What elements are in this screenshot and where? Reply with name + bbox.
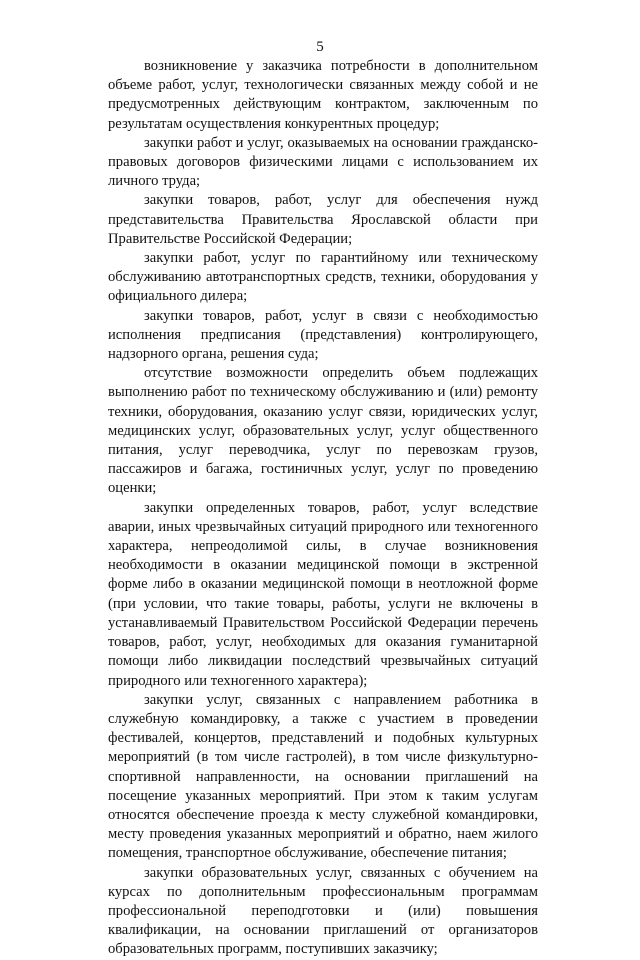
paragraph-representation: закупки товаров, работ, услуг для обеспечения нужд представительства Правительства Ярославской области при Правительстве Российской Федерации; [108, 192, 538, 247]
document-body [108, 57, 538, 960]
paragraph-business-trip: закупки услуг, связанных с направлением работника в служебную командировку, а также с участием в проведении фестивалей, концертов, представлений и подобных культурных мероприятий (в том числе гастролей), в том числе физкультурно-спортивной направленности, на основании приглашений на посещение указанных мероприятий. При этом к таким услугам относятся обеспечение проезда к месту служебной командировки, месту проведения указанных мероприятий и обратно, наем жилого помещения, транспортное обслуживание, обеспечение питания; [108, 691, 538, 862]
page-number: 5 [316, 39, 324, 55]
paragraph-prescription: закупки товаров, работ, услуг в связи с необходимостью исполнения предписания (представления) контролирующего, надзорного органа, решения суда; [108, 307, 538, 363]
paragraph-civil-contracts: закупки работ и услуг, оказываемых на основании гражданско-правовых договоров физическими лицами с использованием их личного труда; [108, 134, 538, 190]
paragraph-dealer-service: закупки работ, услуг по гарантийному или техническому обслуживанию автотранспортных средств, техники, оборудования у официального дилера; [108, 250, 538, 305]
paragraph-emergency: закупки определенных товаров, работ, услуг вследствие аварии, иных чрезвычайных ситуаций природного или техногенного характера, непреодолимой силы, в случае возникновения необходимости в оказании медицинской помощи в экстренной форме либо в оказании медицинской помощи в неотложной форме (при условии, что такие товары, работы, услуги не включены в устанавливаемый Правительством Российской Федерации перечень товаров, работ, услуг, необходимых для оказания гуманитарной помощи либо ликвидации последствий чрезвычайных ситуаций природного или техногенного характера); [108, 499, 538, 689]
paragraph-volume-undetermined: отсутствие возможности определить объем подлежащих выполнению работ по техническому обслуживанию и (или) ремонту техники, оборудования, оказанию услуг связи, юридических услуг, медицинских услуг, образовательных услуг, услуг общественного питания, услуг переводчика, услуг по перевозкам грузов, пассажиров и багажа, гостиничных услуг, услуг по проведению оценки; [108, 365, 538, 497]
paragraph-education: закупки образовательных услуг, связанных с обучением на курсах по дополнительным профессиональным программам профессиональной переподготовки и (или) повышения квалификации, на основании приглашений от организаторов образовательных программ, поступивших заказчику; [108, 864, 538, 958]
paragraph-additional-volume: возникновение у заказчика потребности в дополнительном объеме работ, услуг, технологически связанных между собой и не предусмотренных действующим контрактом, заключенным по результатам осуществления конкурентных процедур; [108, 58, 538, 132]
